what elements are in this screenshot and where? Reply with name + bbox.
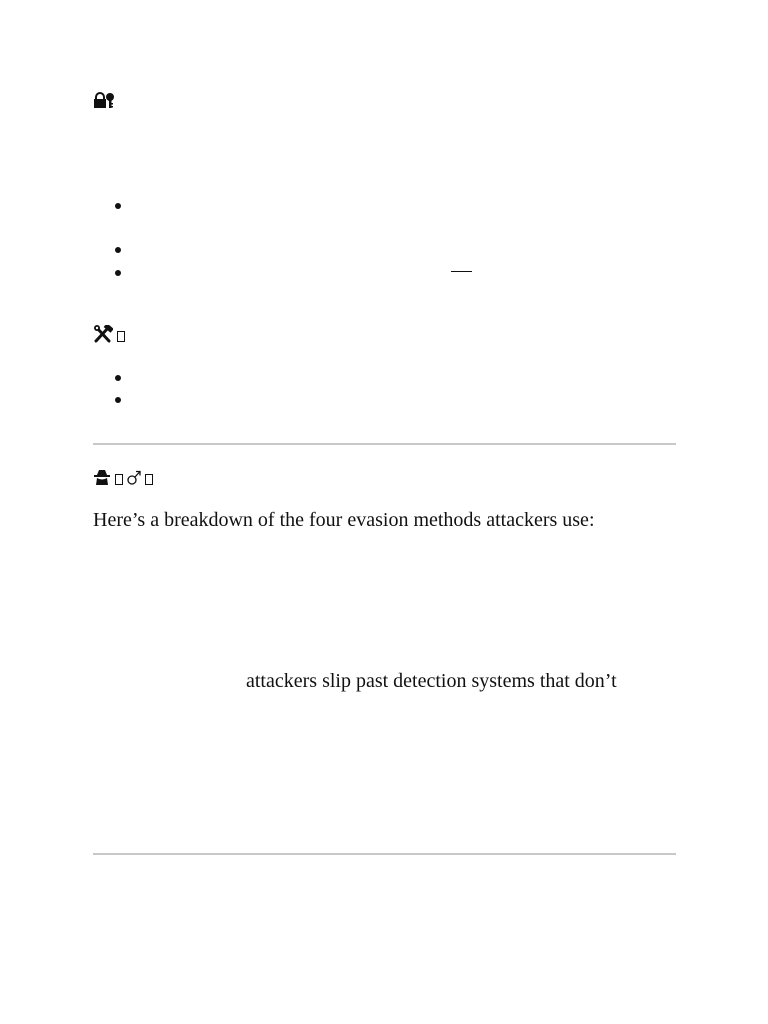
missing-glyph-icon — [145, 474, 153, 485]
missing-glyph-icon — [117, 331, 125, 342]
list-item-bullet — [115, 203, 121, 209]
horizontal-rule — [93, 443, 676, 445]
dash-line — [451, 271, 472, 272]
list-item-bullet — [115, 247, 121, 253]
list-item-bullet — [115, 270, 121, 276]
male-sign-icon — [127, 469, 141, 490]
lock-key-icon — [93, 92, 115, 113]
missing-glyph-icon — [115, 474, 123, 485]
list-item-bullet — [115, 375, 121, 381]
detective-icon — [93, 469, 111, 490]
evasion-text-fragment: attackers slip past detection systems that don’t — [246, 670, 617, 692]
hammer-wrench-icon — [93, 325, 113, 348]
section-1-heading — [93, 92, 115, 112]
section-3-heading — [93, 469, 155, 489]
section-2-heading — [93, 326, 127, 346]
list-item-bullet — [115, 397, 121, 403]
breakdown-intro-text: Here’s a breakdown of the four evasion methods attackers use: — [93, 509, 595, 531]
horizontal-rule — [93, 853, 676, 855]
